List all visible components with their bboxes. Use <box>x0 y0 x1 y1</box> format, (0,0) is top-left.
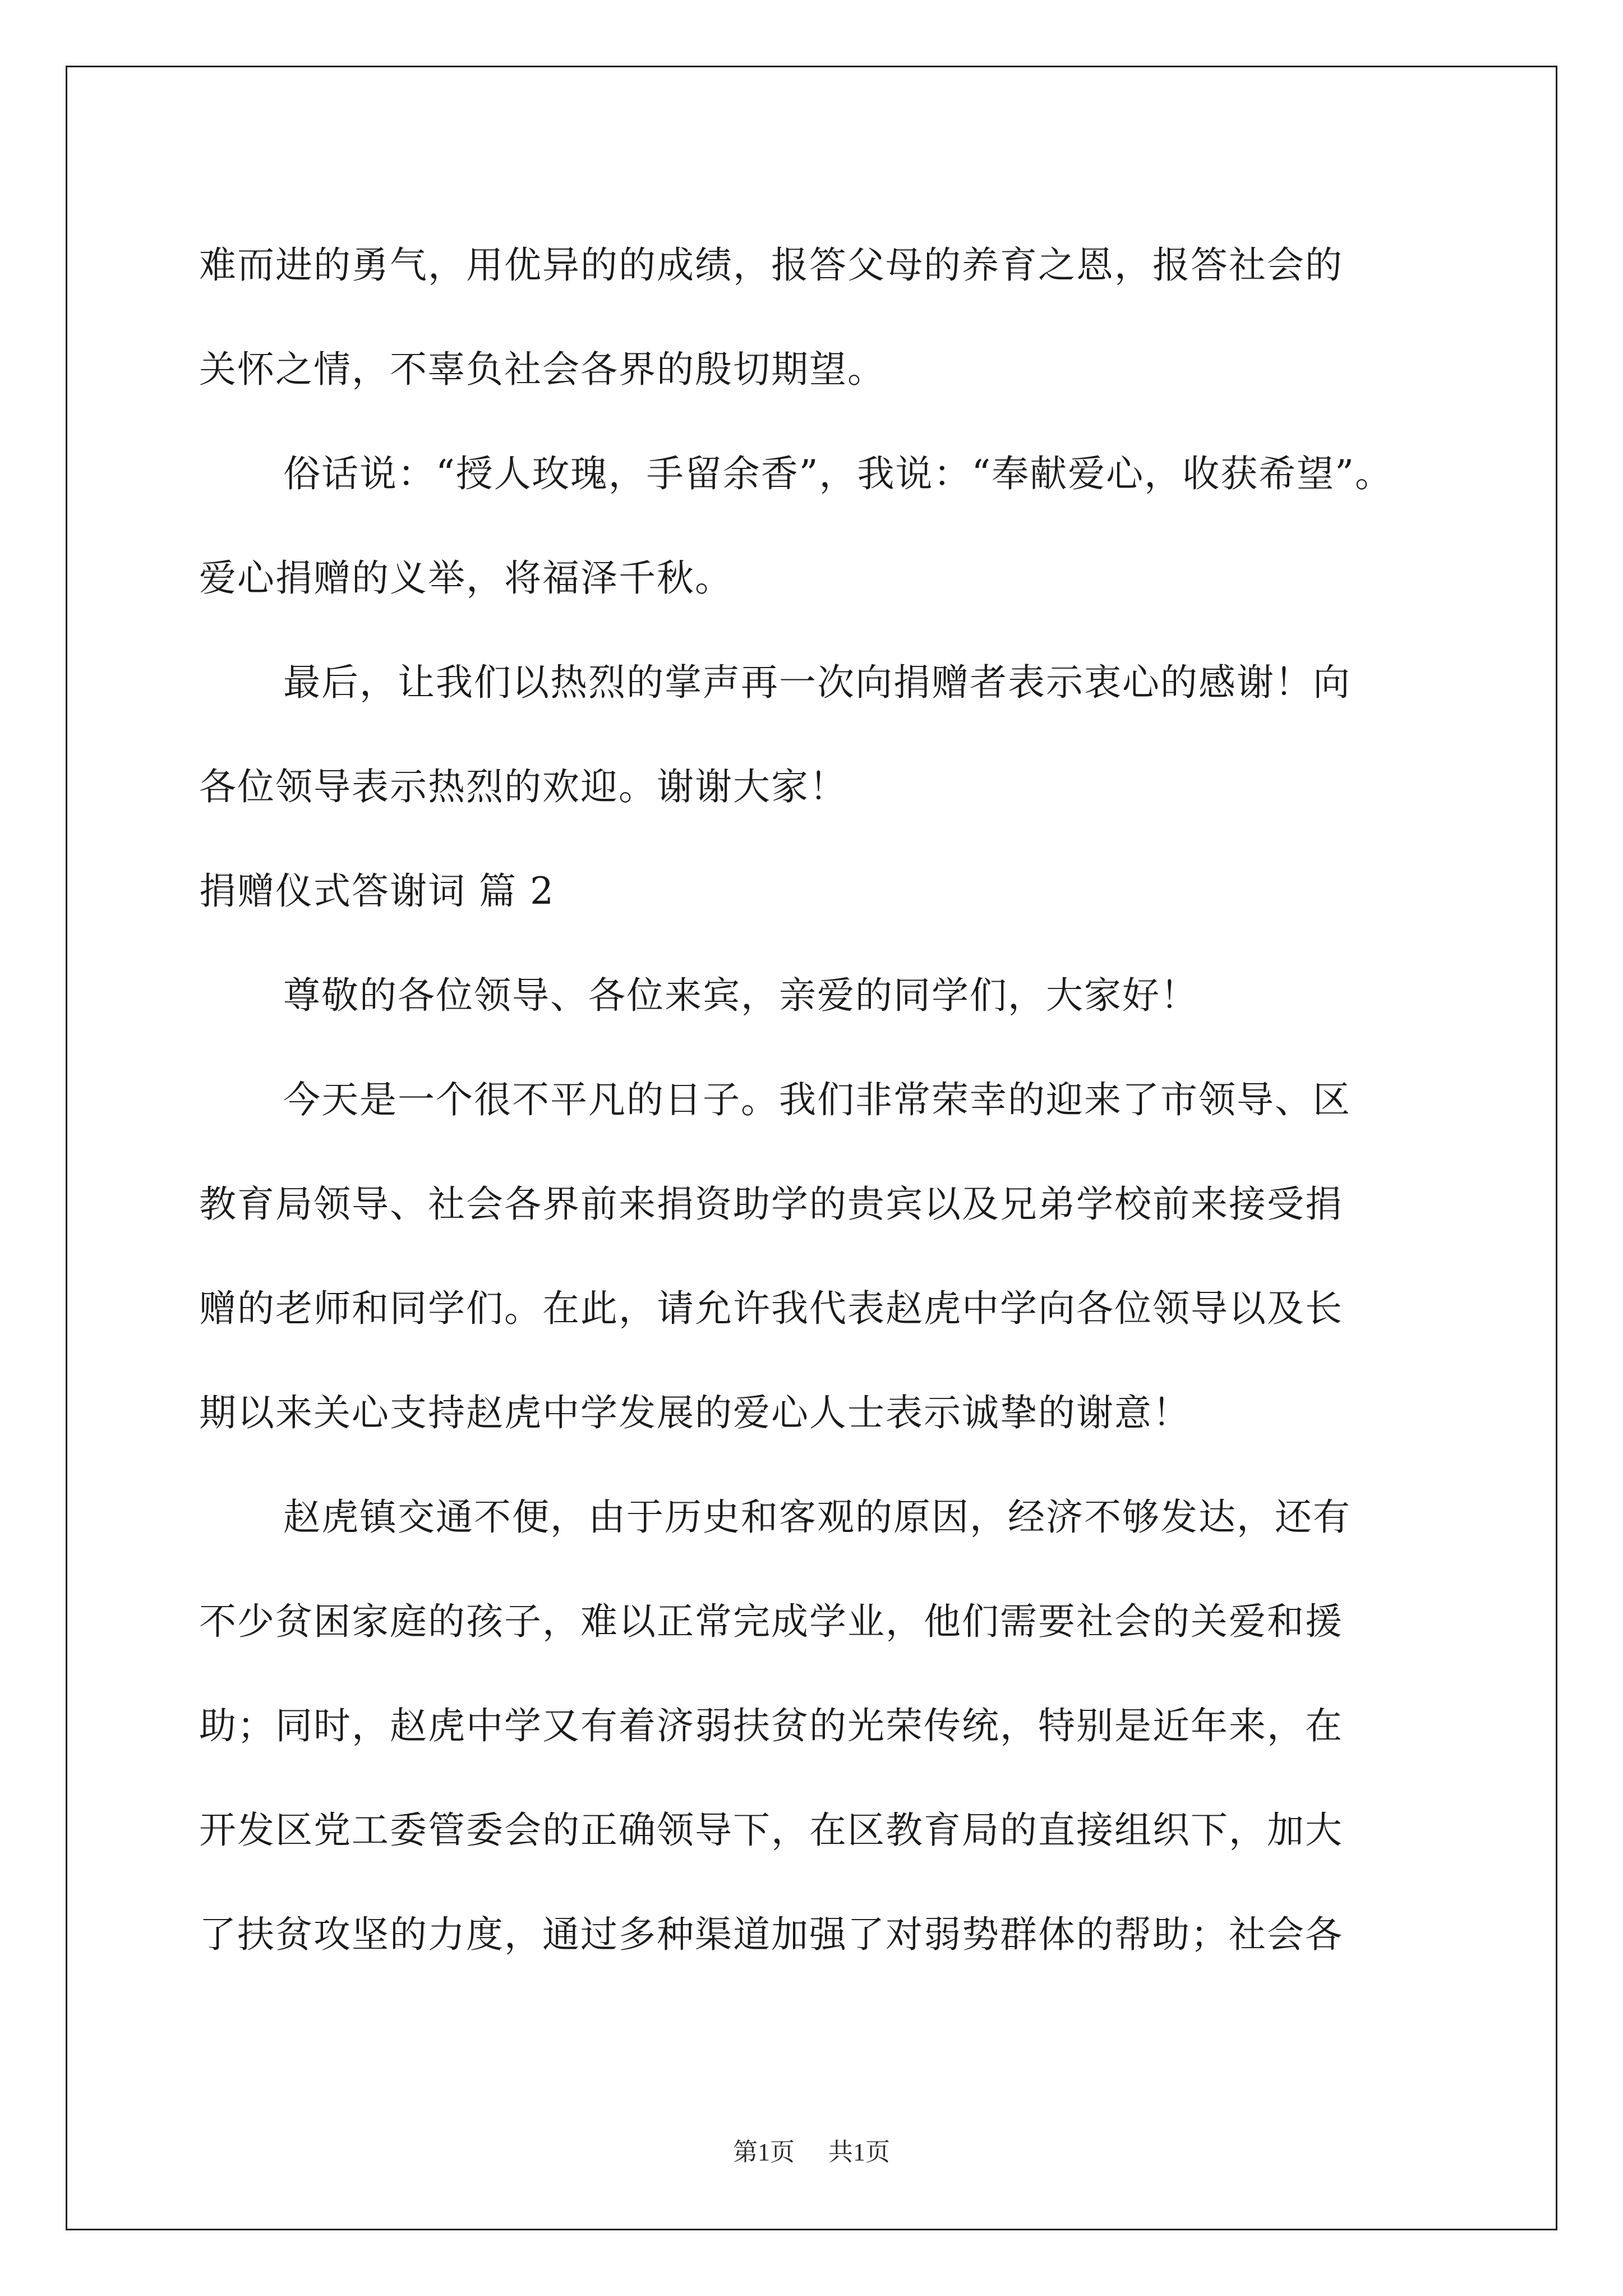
document-body <box>199 213 1450 1987</box>
section-heading: 捐赠仪式答谢词 篇 2 <box>199 869 555 913</box>
text-line: 开发区党工委管委会的正确领导下，在区教育局的直接组织下，加大 <box>199 1809 1343 1852</box>
text-line: 不少贫困家庭的孩子，难以正常完成学业，他们需要社会的关爱和援 <box>199 1600 1343 1643</box>
text-line: 尊敬的各位领导、各位来宾，亲爱的同学们，大家好！ <box>283 974 1198 1017</box>
text-line: 最后，让我们以热烈的掌声再一次向捐赠者表示衷心的感谢！向 <box>283 661 1351 704</box>
text-line: 关怀之情，不辜负社会各界的殷切期望。 <box>199 348 886 391</box>
text-line: 爱心捐赠的义举，将福泽千秋。 <box>199 556 733 600</box>
text-line: 赠的老师和同学们。在此，请允许我代表赵虎中学向各位领导以及长 <box>199 1287 1343 1330</box>
text-line: 教育局领导、社会各界前来捐资助学的贵宾以及兄弟学校前来接受捐 <box>199 1182 1343 1226</box>
text-line: 今天是一个很不平凡的日子。我们非常荣幸的迎来了市领导、区 <box>283 1078 1351 1121</box>
page-total: 共1页 <box>828 2138 890 2166</box>
text-line: 助；同时，赵虎中学又有着济弱扶贫的光荣传统，特别是近年来，在 <box>199 1704 1343 1747</box>
text-line: 了扶贫攻坚的力度，通过多种渠道加强了对弱势群体的帮助；社会各 <box>199 1913 1343 1956</box>
text-line: 各位领导表示热烈的欢迎。谢谢大家！ <box>199 765 847 808</box>
page-footer <box>0 2132 1623 2168</box>
text-line: 俗话说：“授人玫瑰，手留余香”，我说：“奉献爱心，收获希望”。 <box>283 452 1393 495</box>
text-line: 难而进的勇气，用优异的的成绩，报答父母的养育之恩，报答社会的 <box>199 243 1343 287</box>
text-line: 期以来关心支持赵虎中学发展的爱心人士表示诚挚的谢意！ <box>199 1391 1191 1434</box>
page-number: 第1页 <box>733 2138 795 2166</box>
text-line: 赵虎镇交通不便，由于历史和客观的原因，经济不够发达，还有 <box>283 1496 1351 1539</box>
